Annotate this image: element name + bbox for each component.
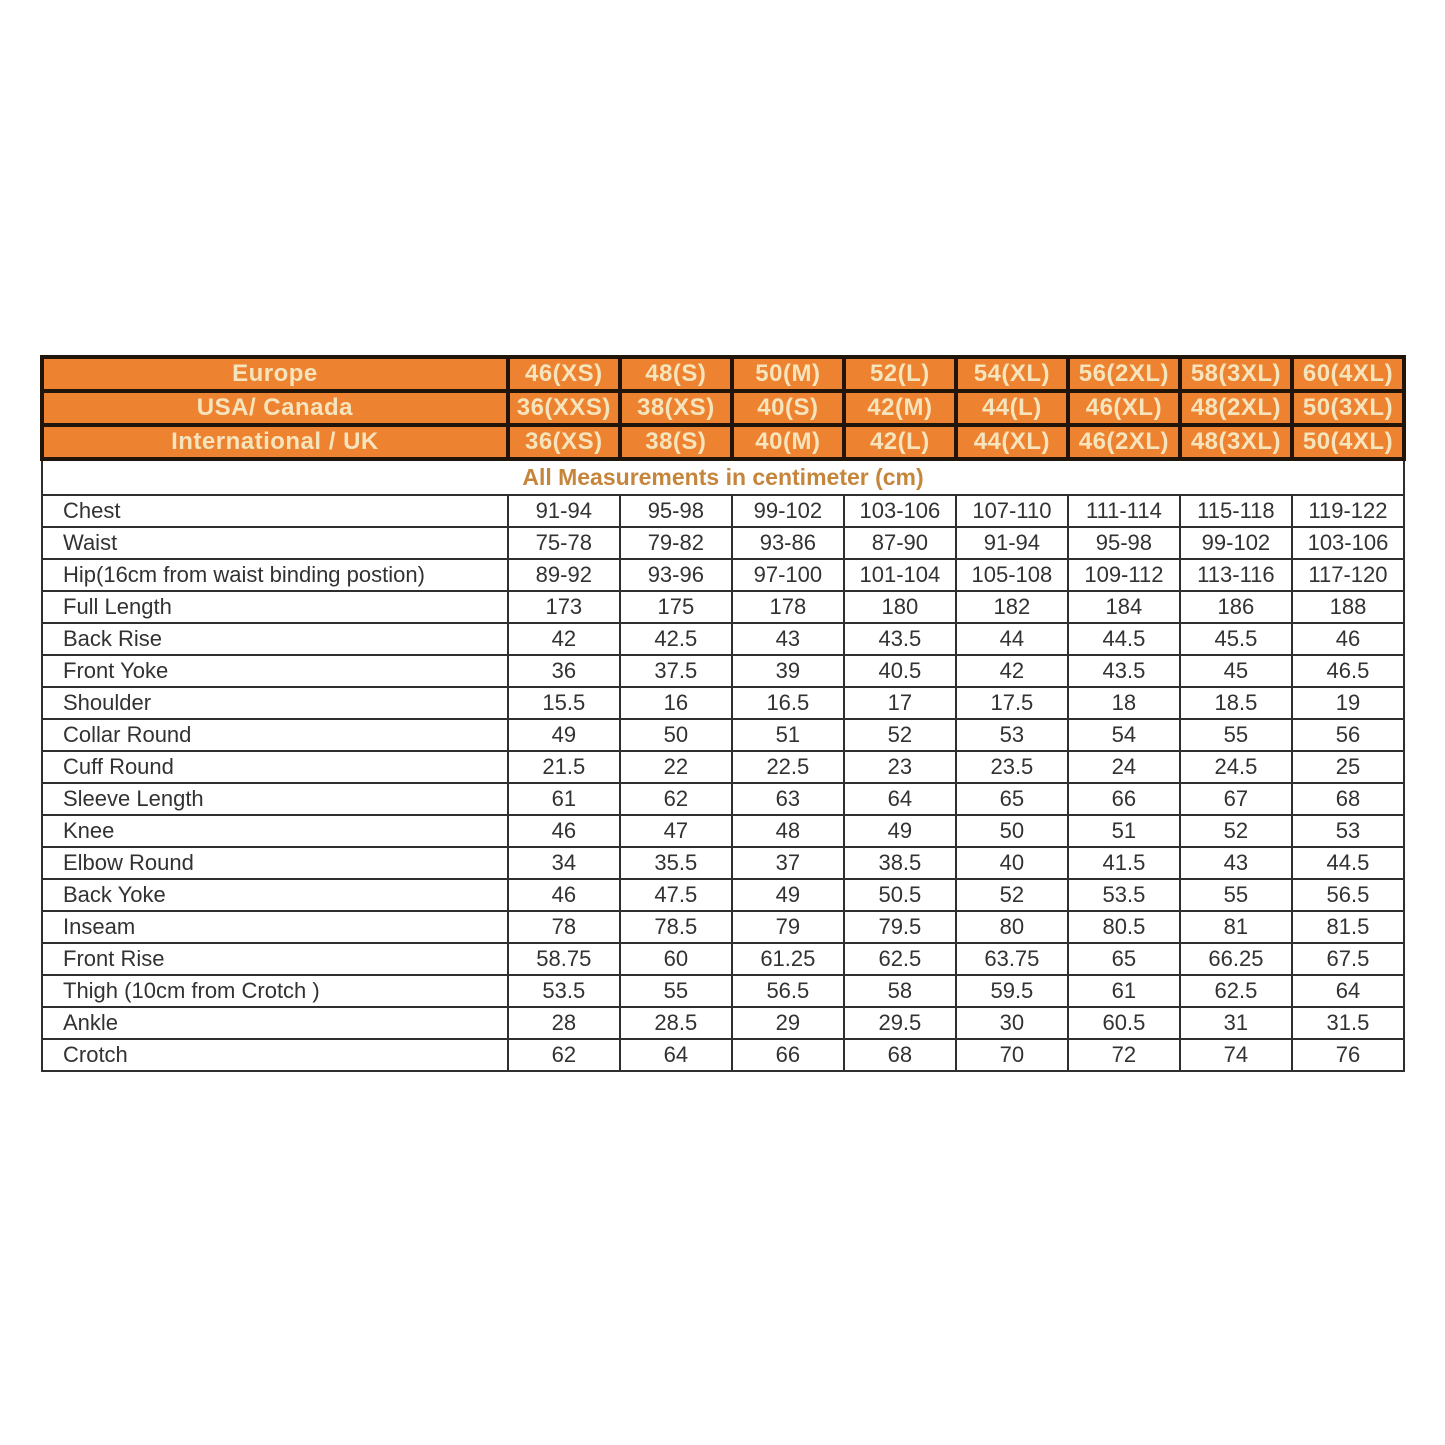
measurement-value: 186 xyxy=(1180,591,1292,623)
measurement-value: 103-106 xyxy=(844,495,956,527)
measurement-value: 44.5 xyxy=(1068,623,1180,655)
measurement-value: 62 xyxy=(620,783,732,815)
measurement-value: 46 xyxy=(508,879,620,911)
measurement-value: 41.5 xyxy=(1068,847,1180,879)
measurement-value: 93-96 xyxy=(620,559,732,591)
measurement-value: 30 xyxy=(956,1007,1068,1039)
measurement-row xyxy=(42,559,1404,591)
units-note-row xyxy=(42,459,1404,495)
measurement-value: 91-94 xyxy=(508,495,620,527)
measurement-value: 54 xyxy=(1068,719,1180,751)
measurement-value: 56 xyxy=(1292,719,1404,751)
size-cell: 38(XS) xyxy=(620,391,732,425)
measurement-value: 24 xyxy=(1068,751,1180,783)
measurement-label: Thigh (10cm from Crotch ) xyxy=(42,975,508,1007)
size-cell: 50(M) xyxy=(732,357,844,391)
measurement-value: 63 xyxy=(732,783,844,815)
size-cell: 40(S) xyxy=(732,391,844,425)
measurement-value: 42 xyxy=(956,655,1068,687)
measurement-value: 79 xyxy=(732,911,844,943)
measurement-value: 46 xyxy=(508,815,620,847)
size-system-row xyxy=(42,425,1404,459)
size-system-label: Europe xyxy=(42,357,508,391)
measurement-row xyxy=(42,719,1404,751)
size-system-row xyxy=(42,391,1404,425)
measurement-label: Hip(16cm from waist binding postion) xyxy=(42,559,508,591)
size-cell: 54(XL) xyxy=(956,357,1068,391)
measurement-label: Front Yoke xyxy=(42,655,508,687)
measurement-row xyxy=(42,975,1404,1007)
size-chart-table xyxy=(40,355,1406,1072)
measurement-value: 38.5 xyxy=(844,847,956,879)
size-cell: 60(4XL) xyxy=(1292,357,1404,391)
measurement-value: 23.5 xyxy=(956,751,1068,783)
measurement-value: 49 xyxy=(508,719,620,751)
measurement-value: 115-118 xyxy=(1180,495,1292,527)
measurement-value: 36 xyxy=(508,655,620,687)
size-system-row xyxy=(42,357,1404,391)
measurement-value: 76 xyxy=(1292,1039,1404,1071)
measurement-label: Back Rise xyxy=(42,623,508,655)
measurement-value: 66 xyxy=(732,1039,844,1071)
measurement-value: 95-98 xyxy=(620,495,732,527)
size-cell: 48(S) xyxy=(620,357,732,391)
measurement-value: 43 xyxy=(732,623,844,655)
measurement-value: 62.5 xyxy=(1180,975,1292,1007)
size-cell: 36(XXS) xyxy=(508,391,620,425)
size-cell: 46(XL) xyxy=(1068,391,1180,425)
measurement-label: Cuff Round xyxy=(42,751,508,783)
size-chart xyxy=(40,355,1406,1072)
measurement-value: 105-108 xyxy=(956,559,1068,591)
measurement-row xyxy=(42,1039,1404,1071)
measurement-value: 78 xyxy=(508,911,620,943)
measurement-value: 21.5 xyxy=(508,751,620,783)
units-note: All Measurements in centimeter (cm) xyxy=(42,459,1404,495)
measurement-value: 44 xyxy=(956,623,1068,655)
measurement-row xyxy=(42,783,1404,815)
measurement-value: 43.5 xyxy=(1068,655,1180,687)
measurement-value: 119-122 xyxy=(1292,495,1404,527)
measurement-value: 53.5 xyxy=(508,975,620,1007)
measurement-value: 99-102 xyxy=(1180,527,1292,559)
measurement-value: 43 xyxy=(1180,847,1292,879)
measurement-label: Elbow Round xyxy=(42,847,508,879)
measurement-row xyxy=(42,623,1404,655)
measurement-row xyxy=(42,1007,1404,1039)
measurement-value: 53.5 xyxy=(1068,879,1180,911)
measurement-value: 93-86 xyxy=(732,527,844,559)
measurement-value: 74 xyxy=(1180,1039,1292,1071)
measurement-value: 109-112 xyxy=(1068,559,1180,591)
measurement-value: 68 xyxy=(844,1039,956,1071)
measurement-value: 46 xyxy=(1292,623,1404,655)
measurement-value: 29.5 xyxy=(844,1007,956,1039)
measurement-value: 97-100 xyxy=(732,559,844,591)
measurement-value: 19 xyxy=(1292,687,1404,719)
size-cell: 48(3XL) xyxy=(1180,425,1292,459)
measurement-value: 65 xyxy=(956,783,1068,815)
measurement-value: 47 xyxy=(620,815,732,847)
measurement-row xyxy=(42,815,1404,847)
measurement-value: 49 xyxy=(844,815,956,847)
measurement-value: 64 xyxy=(1292,975,1404,1007)
measurement-value: 17 xyxy=(844,687,956,719)
measurement-row xyxy=(42,687,1404,719)
measurement-value: 53 xyxy=(956,719,1068,751)
size-cell: 44(L) xyxy=(956,391,1068,425)
measurement-value: 49 xyxy=(732,879,844,911)
measurement-label: Collar Round xyxy=(42,719,508,751)
measurement-value: 55 xyxy=(620,975,732,1007)
measurement-row xyxy=(42,879,1404,911)
measurement-value: 117-120 xyxy=(1292,559,1404,591)
measurement-value: 56.5 xyxy=(732,975,844,1007)
measurement-value: 43.5 xyxy=(844,623,956,655)
measurement-value: 101-104 xyxy=(844,559,956,591)
measurement-value: 81.5 xyxy=(1292,911,1404,943)
measurement-value: 37 xyxy=(732,847,844,879)
measurement-value: 52 xyxy=(1180,815,1292,847)
size-cell: 42(M) xyxy=(844,391,956,425)
measurement-value: 45 xyxy=(1180,655,1292,687)
measurement-label: Front Rise xyxy=(42,943,508,975)
measurement-value: 60.5 xyxy=(1068,1007,1180,1039)
measurement-value: 89-92 xyxy=(508,559,620,591)
size-cell: 50(3XL) xyxy=(1292,391,1404,425)
measurement-row xyxy=(42,911,1404,943)
measurement-row xyxy=(42,495,1404,527)
size-chart-body xyxy=(42,357,1404,1071)
measurement-value: 61 xyxy=(1068,975,1180,1007)
measurement-row xyxy=(42,847,1404,879)
measurement-value: 31 xyxy=(1180,1007,1292,1039)
measurement-value: 61.25 xyxy=(732,943,844,975)
measurement-value: 47.5 xyxy=(620,879,732,911)
measurement-value: 95-98 xyxy=(1068,527,1180,559)
measurement-row xyxy=(42,527,1404,559)
measurement-value: 40 xyxy=(956,847,1068,879)
measurement-label: Sleeve Length xyxy=(42,783,508,815)
measurement-label: Chest xyxy=(42,495,508,527)
measurement-value: 56.5 xyxy=(1292,879,1404,911)
measurement-label: Inseam xyxy=(42,911,508,943)
measurement-value: 64 xyxy=(844,783,956,815)
measurement-value: 58.75 xyxy=(508,943,620,975)
measurement-value: 188 xyxy=(1292,591,1404,623)
measurement-value: 28 xyxy=(508,1007,620,1039)
measurement-value: 35.5 xyxy=(620,847,732,879)
measurement-value: 58 xyxy=(844,975,956,1007)
measurement-value: 180 xyxy=(844,591,956,623)
measurement-value: 15.5 xyxy=(508,687,620,719)
size-cell: 46(XS) xyxy=(508,357,620,391)
size-cell: 48(2XL) xyxy=(1180,391,1292,425)
measurement-row xyxy=(42,943,1404,975)
measurement-value: 51 xyxy=(732,719,844,751)
size-cell: 46(2XL) xyxy=(1068,425,1180,459)
measurement-label: Shoulder xyxy=(42,687,508,719)
measurement-value: 184 xyxy=(1068,591,1180,623)
measurement-value: 79-82 xyxy=(620,527,732,559)
measurement-value: 44.5 xyxy=(1292,847,1404,879)
measurement-value: 18.5 xyxy=(1180,687,1292,719)
measurement-value: 31.5 xyxy=(1292,1007,1404,1039)
measurement-value: 91-94 xyxy=(956,527,1068,559)
measurement-value: 65 xyxy=(1068,943,1180,975)
measurement-row xyxy=(42,655,1404,687)
measurement-value: 52 xyxy=(956,879,1068,911)
measurement-value: 78.5 xyxy=(620,911,732,943)
measurement-value: 62 xyxy=(508,1039,620,1071)
measurement-value: 42.5 xyxy=(620,623,732,655)
measurement-value: 178 xyxy=(732,591,844,623)
size-system-label: USA/ Canada xyxy=(42,391,508,425)
measurement-row xyxy=(42,751,1404,783)
measurement-value: 80.5 xyxy=(1068,911,1180,943)
measurement-value: 25 xyxy=(1292,751,1404,783)
measurement-label: Crotch xyxy=(42,1039,508,1071)
size-cell: 56(2XL) xyxy=(1068,357,1180,391)
measurement-label: Waist xyxy=(42,527,508,559)
size-system-label: International / UK xyxy=(42,425,508,459)
measurement-value: 62.5 xyxy=(844,943,956,975)
measurement-value: 17.5 xyxy=(956,687,1068,719)
measurement-value: 28.5 xyxy=(620,1007,732,1039)
measurement-value: 16 xyxy=(620,687,732,719)
measurement-value: 55 xyxy=(1180,719,1292,751)
measurement-value: 40.5 xyxy=(844,655,956,687)
measurement-value: 72 xyxy=(1068,1039,1180,1071)
measurement-value: 22.5 xyxy=(732,751,844,783)
measurement-value: 48 xyxy=(732,815,844,847)
measurement-value: 64 xyxy=(620,1039,732,1071)
measurement-label: Knee xyxy=(42,815,508,847)
measurement-value: 182 xyxy=(956,591,1068,623)
measurement-value: 66.25 xyxy=(1180,943,1292,975)
measurement-value: 66 xyxy=(1068,783,1180,815)
size-cell: 52(L) xyxy=(844,357,956,391)
measurement-value: 55 xyxy=(1180,879,1292,911)
measurement-value: 50 xyxy=(956,815,1068,847)
size-cell: 36(XS) xyxy=(508,425,620,459)
measurement-value: 45.5 xyxy=(1180,623,1292,655)
measurement-value: 80 xyxy=(956,911,1068,943)
measurement-value: 67.5 xyxy=(1292,943,1404,975)
measurement-value: 70 xyxy=(956,1039,1068,1071)
measurement-value: 37.5 xyxy=(620,655,732,687)
measurement-value: 111-114 xyxy=(1068,495,1180,527)
measurement-value: 34 xyxy=(508,847,620,879)
measurement-value: 59.5 xyxy=(956,975,1068,1007)
measurement-value: 67 xyxy=(1180,783,1292,815)
measurement-value: 52 xyxy=(844,719,956,751)
size-cell: 42(L) xyxy=(844,425,956,459)
measurement-value: 75-78 xyxy=(508,527,620,559)
measurement-label: Back Yoke xyxy=(42,879,508,911)
size-cell: 44(XL) xyxy=(956,425,1068,459)
size-cell: 58(3XL) xyxy=(1180,357,1292,391)
measurement-value: 63.75 xyxy=(956,943,1068,975)
measurement-label: Full Length xyxy=(42,591,508,623)
measurement-value: 46.5 xyxy=(1292,655,1404,687)
measurement-value: 39 xyxy=(732,655,844,687)
measurement-value: 68 xyxy=(1292,783,1404,815)
measurement-value: 42 xyxy=(508,623,620,655)
size-cell: 40(M) xyxy=(732,425,844,459)
measurement-value: 16.5 xyxy=(732,687,844,719)
measurement-value: 60 xyxy=(620,943,732,975)
size-cell: 50(4XL) xyxy=(1292,425,1404,459)
measurement-value: 99-102 xyxy=(732,495,844,527)
measurement-value: 51 xyxy=(1068,815,1180,847)
measurement-value: 79.5 xyxy=(844,911,956,943)
measurement-value: 175 xyxy=(620,591,732,623)
measurement-value: 23 xyxy=(844,751,956,783)
measurement-value: 173 xyxy=(508,591,620,623)
measurement-value: 24.5 xyxy=(1180,751,1292,783)
measurement-value: 61 xyxy=(508,783,620,815)
measurement-value: 103-106 xyxy=(1292,527,1404,559)
measurement-value: 22 xyxy=(620,751,732,783)
size-cell: 38(S) xyxy=(620,425,732,459)
measurement-value: 50 xyxy=(620,719,732,751)
measurement-value: 87-90 xyxy=(844,527,956,559)
measurement-value: 53 xyxy=(1292,815,1404,847)
measurement-value: 107-110 xyxy=(956,495,1068,527)
measurement-value: 81 xyxy=(1180,911,1292,943)
measurement-label: Ankle xyxy=(42,1007,508,1039)
measurement-value: 18 xyxy=(1068,687,1180,719)
measurement-value: 113-116 xyxy=(1180,559,1292,591)
measurement-value: 29 xyxy=(732,1007,844,1039)
measurement-value: 50.5 xyxy=(844,879,956,911)
measurement-row xyxy=(42,591,1404,623)
